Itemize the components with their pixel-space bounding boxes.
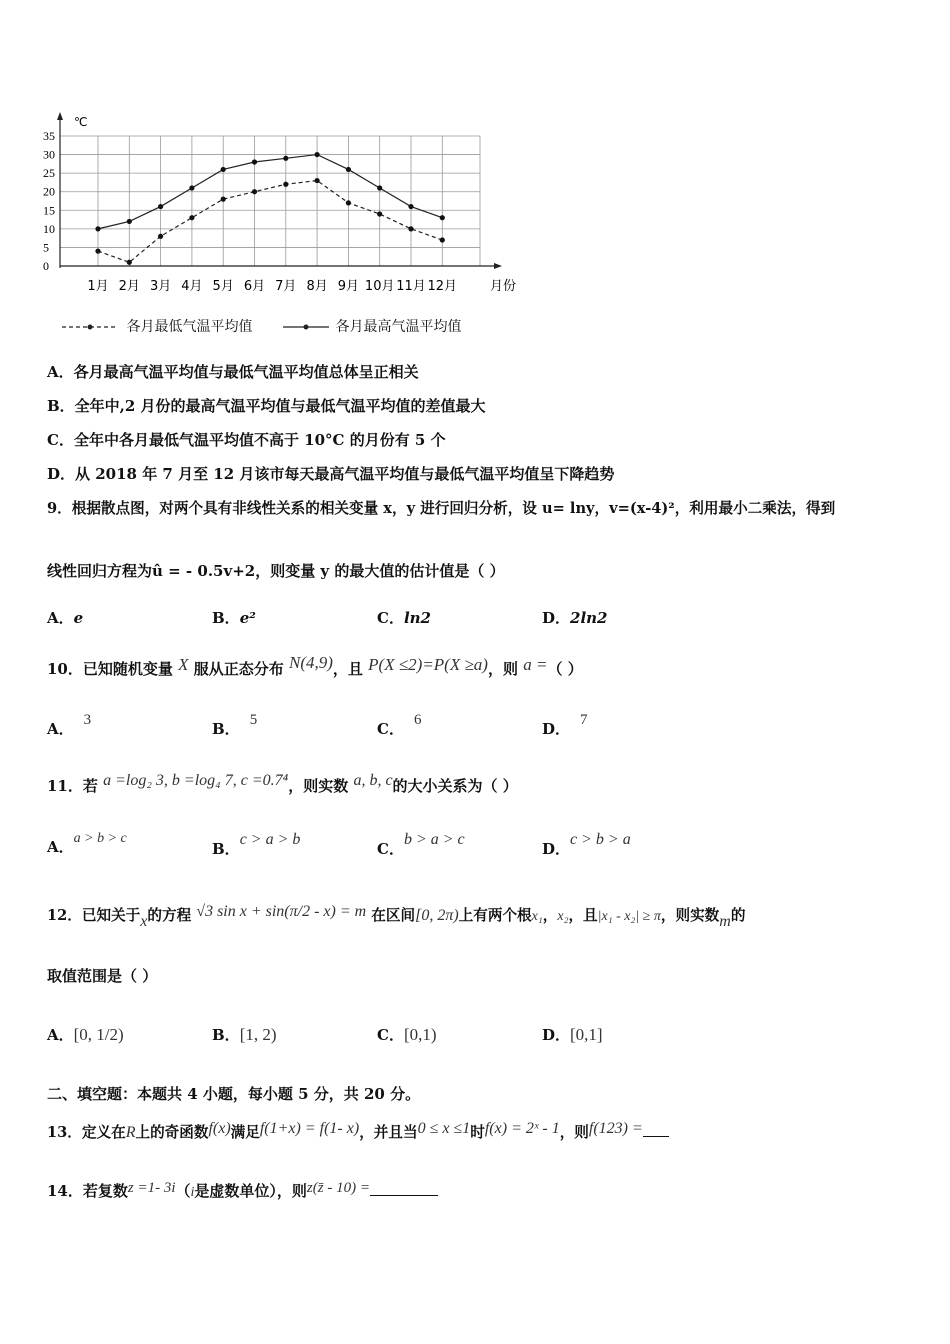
section2-heading: 二、填空题：本题共 4 小题，每小题 5 分，共 20 分。 <box>47 1085 421 1103</box>
x-tick-label: 8月 <box>306 279 328 294</box>
q12-option-a: A．[0, 1/2) <box>47 1025 124 1044</box>
x-axis-label: 月份 <box>490 279 517 294</box>
q11-expression: a =log₂ 3, b =log₄ 7, c =0.7⁴ <box>103 772 289 789</box>
x-tick-label: 5月 <box>212 279 234 294</box>
q11-option-a: A．a > b > c <box>47 831 127 856</box>
data-point-low <box>315 178 320 183</box>
q8-option-a: A．各月最高气温平均值与最低气温平均值总体呈正相关 <box>47 363 419 381</box>
data-point-low <box>189 215 194 220</box>
q9-option-c: C．ln2 <box>377 609 431 627</box>
x-tick-label: 1月 <box>87 279 109 294</box>
x-tick-label: 6月 <box>243 279 266 294</box>
data-point-low <box>408 226 413 231</box>
q10-ask: a = <box>523 655 548 674</box>
q14-stem: 14．若复数z =1- 3i（i是虚数单位），则z(z̄ - 10) = <box>47 1180 438 1201</box>
data-point-high <box>127 219 132 224</box>
y-unit-label: ℃ <box>74 115 88 129</box>
q10-option-a: A． 3 <box>47 712 92 738</box>
q12-condition: |x₁ - x₂| ≥ π <box>597 909 661 924</box>
data-point-high <box>408 204 413 209</box>
q8-option-c: C．全年中各月最低气温平均值不高于 10°C 的月份有 5 个 <box>47 431 446 449</box>
q8-option-b: B．全年中,2 月份的最高气温平均值与最低气温平均值的差值最大 <box>47 397 486 415</box>
q13-definition: f(x) = 2ˣ - 1 <box>484 1120 560 1137</box>
data-point-high <box>440 215 445 220</box>
q12-option-d: D．[0,1] <box>542 1025 603 1044</box>
data-point-high <box>189 185 194 190</box>
q9-option-a: A．e <box>47 609 84 627</box>
data-point-high <box>346 167 351 172</box>
y-tick-label: 5 <box>43 240 49 255</box>
data-point-low <box>95 249 100 254</box>
q12-stem: 12．已知关于x的方程 √3 sin x + sin(π/2 - x) = m 在区间[0, 2π)上有两个根x₁，x₂，且|x₁ - x₂| ≥ π，则实数m的 <box>47 903 746 930</box>
x-tick-label: 12月 <box>427 279 458 294</box>
legend-low-label: 各月最低气温平均值 <box>126 319 253 335</box>
q9-text-2: ，则变量 y 的最大值的估计值是（ ） <box>255 562 505 580</box>
q10-option-c: C． 6 <box>377 712 422 738</box>
temperature-line-chart <box>40 108 530 308</box>
y-tick-label: 30 <box>43 147 55 162</box>
q10-condition: P(X ≤2)=P(X ≥a) <box>368 655 488 674</box>
data-point-low <box>440 237 445 242</box>
y-tick-label: 25 <box>43 166 55 181</box>
q12-equation: √3 sin x + sin(π/2 - x) = m <box>196 903 367 920</box>
x-tick-label: 2月 <box>118 279 140 294</box>
q9-option-b: B．e² <box>212 609 256 627</box>
data-point-high <box>283 156 288 161</box>
q10-distribution: N(4,9) <box>288 653 333 672</box>
q10-option-b: B． 5 <box>212 712 258 738</box>
legend-solid-line-icon <box>283 321 331 333</box>
q13-answer-blank[interactable] <box>643 1136 669 1137</box>
q10-var-x: X <box>178 655 189 674</box>
x-tick-label: 10月 <box>364 279 395 294</box>
q11-vars: a, b, c <box>353 772 393 789</box>
y-tick-label: 10 <box>43 221 55 236</box>
x-tick-label: 4月 <box>181 279 203 294</box>
q11-stem: 11．若 a =log₂ 3, b =log₄ 7, c =0.7⁴，则实数 a, b, c的大小关系为（ ） <box>47 772 518 795</box>
q9-regression-equation: û = - 0.5v+2 <box>152 562 256 580</box>
q12-stem-line2: 取值范围是（ ） <box>47 967 158 985</box>
series-line-low <box>98 181 442 263</box>
data-point-high <box>377 185 382 190</box>
x-tick-label: 9月 <box>337 279 360 294</box>
q14-ask: z(z̄ - 10) = <box>306 1180 370 1196</box>
data-point-high <box>252 159 257 164</box>
q9-text: 线性回归方程为 <box>47 562 153 580</box>
q11-option-c: C．b > a > c <box>377 831 465 858</box>
data-point-low <box>221 197 226 202</box>
q11-option-d: D．c > b > a <box>542 831 631 858</box>
legend-high <box>283 316 461 336</box>
q10-option-d: D． 7 <box>542 712 588 738</box>
y-axis-arrow-icon <box>57 112 63 120</box>
q10-stem: 10．已知随机变量 X 服从正态分布 N(4,9)，且 P(X ≤2)=P(X ≥a)，则 a =（ ） <box>47 653 583 678</box>
data-point-low <box>127 260 132 265</box>
x-tick-label: 7月 <box>275 279 297 294</box>
data-point-low <box>158 234 163 239</box>
q13-symmetry: f(1+x) = f(1- x) <box>259 1120 360 1137</box>
q14-answer-blank[interactable] <box>370 1195 438 1196</box>
x-axis-arrow-icon <box>494 263 502 269</box>
y-tick-label: 35 <box>43 129 55 143</box>
data-point-high <box>221 167 226 172</box>
q8-option-d: D．从 2018 年 7 月至 12 月该市每天最高气温平均值与最低气温平均值呈下降趋势 <box>47 465 615 483</box>
q9-stem-line1: 9．根据散点图，对两个具有非线性关系的相关变量 x，y 进行回归分析，设 u= lny，v=(x-4)²，利用最小二乘法，得到 <box>47 500 836 517</box>
q9-option-d: D．2ln2 <box>542 609 608 627</box>
data-point-high <box>315 152 320 157</box>
legend-dashed-line-icon <box>62 321 122 333</box>
y-tick-label: 0 <box>43 259 49 273</box>
q12-option-c: C．[0,1) <box>377 1025 437 1044</box>
q14-z: z =1- 3i <box>127 1180 176 1196</box>
y-tick-label: 15 <box>43 203 55 218</box>
data-point-low <box>377 211 382 216</box>
data-point-low <box>346 200 351 205</box>
q13-stem: 13．定义在R上的奇函数f(x)满足f(1+x) = f(1- x)，并且当0 ≤ x ≤1时f(x) = 2ˣ - 1，则f(123) = <box>47 1120 669 1142</box>
q9-stem-line2 <box>47 560 505 581</box>
data-point-low <box>283 182 288 187</box>
x-tick-label: 11月 <box>396 279 426 294</box>
legend-low <box>62 316 252 336</box>
q12-option-b: B．[1, 2) <box>212 1025 277 1044</box>
data-point-high <box>158 204 163 209</box>
x-tick-label: 3月 <box>149 279 172 294</box>
chart-grid <box>60 136 480 266</box>
data-point-high <box>95 226 100 231</box>
q12-interval: [0, 2π) <box>415 907 459 924</box>
chart-axes <box>57 112 502 269</box>
y-tick-labels <box>43 129 55 273</box>
data-point-low <box>252 189 257 194</box>
y-tick-label: 20 <box>43 184 55 199</box>
chart-series <box>95 152 445 265</box>
q11-option-b: B．c > a > b <box>212 831 301 858</box>
x-tick-labels <box>87 279 457 294</box>
legend-high-label: 各月最高气温平均值 <box>335 319 462 335</box>
